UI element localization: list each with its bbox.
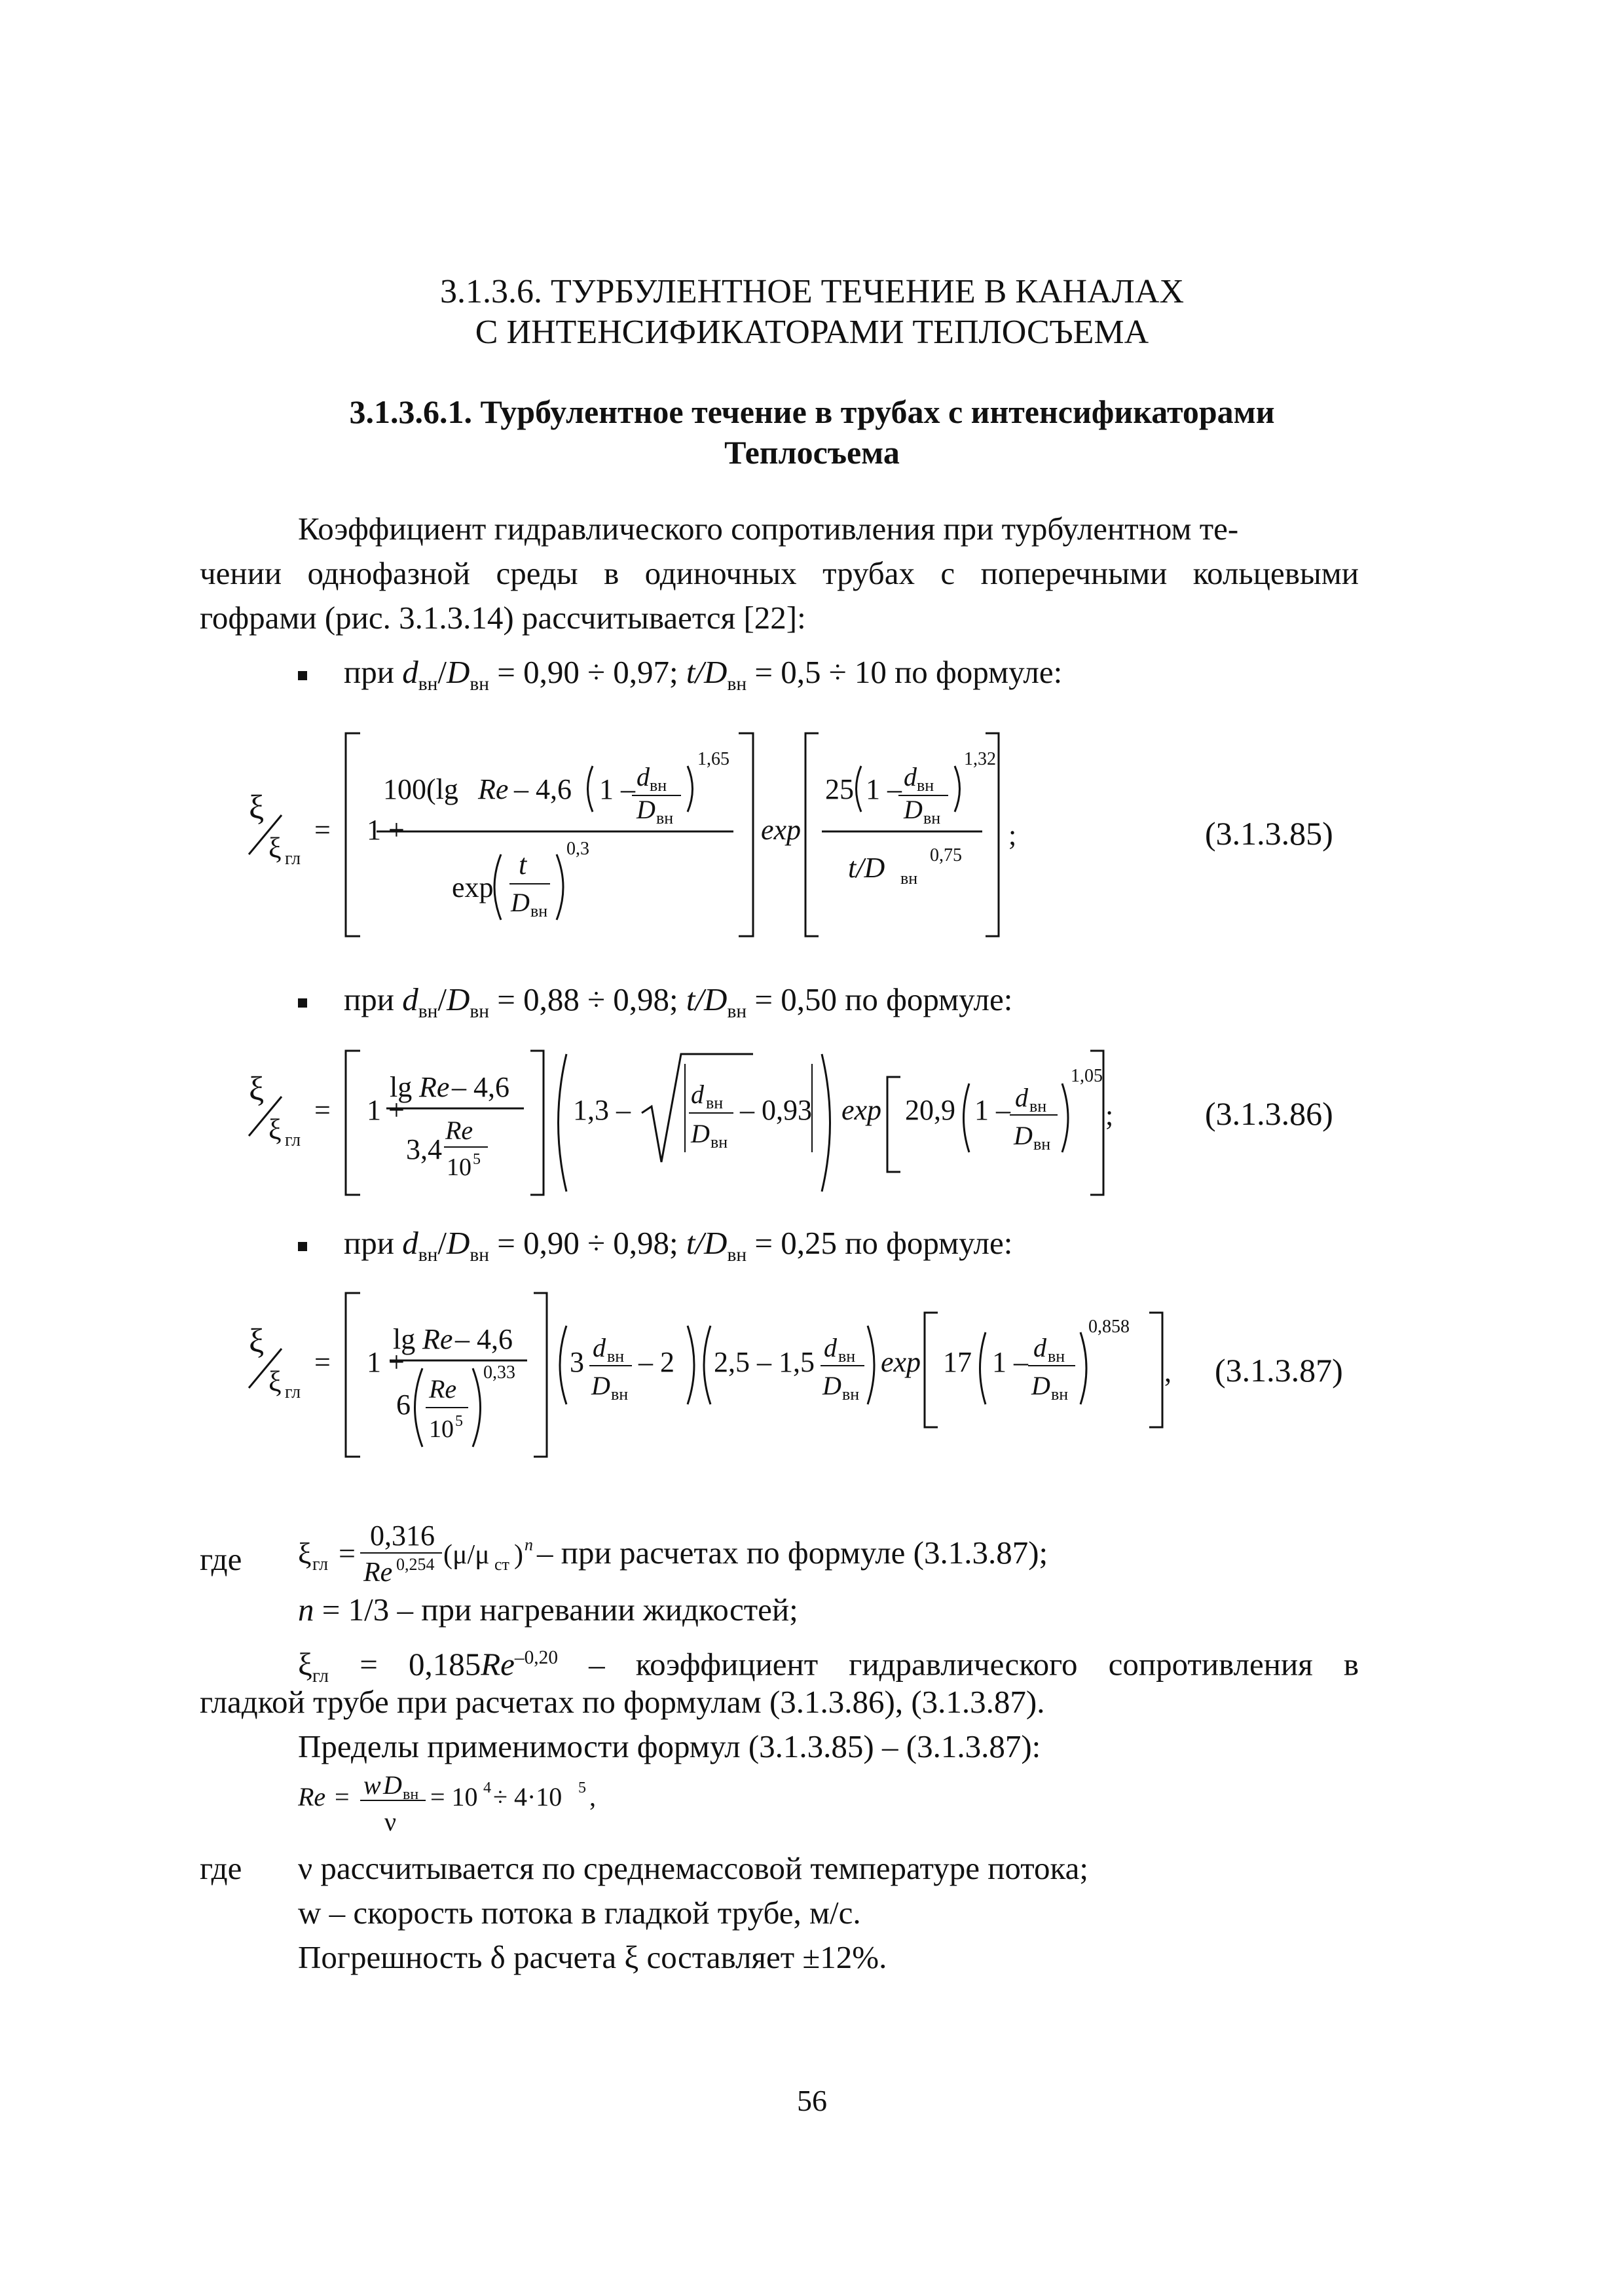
svg-text:1,05: 1,05 bbox=[1071, 1066, 1103, 1086]
xi-gl-smooth-line2: гладкой трубе при расчетах по формулам (3.1.3.86), (3.1.3.87). bbox=[200, 1684, 1045, 1720]
svg-text:1 +: 1 + bbox=[367, 814, 405, 846]
svg-text:вн: вн bbox=[611, 1385, 629, 1404]
svg-text:D: D bbox=[1014, 1121, 1033, 1150]
svg-text:;: ; bbox=[1008, 819, 1017, 851]
svg-text:10: 10 bbox=[447, 1154, 471, 1181]
svg-text:=: = bbox=[314, 814, 331, 846]
svg-text:exp: exp bbox=[881, 1346, 921, 1378]
svg-text:17: 17 bbox=[943, 1346, 972, 1378]
svg-text:1,65: 1,65 bbox=[697, 749, 729, 769]
svg-text:=: = bbox=[339, 1537, 356, 1570]
svg-text:ст: ст bbox=[494, 1555, 509, 1574]
svg-text:1 –: 1 – bbox=[866, 773, 902, 805]
where-label-2: где bbox=[200, 1850, 242, 1886]
svg-text:= 10: = 10 bbox=[430, 1782, 478, 1812]
svg-text:D: D bbox=[904, 795, 923, 824]
nu-description: ν рассчитывается по среднемассовой температуре потока; bbox=[298, 1850, 1088, 1886]
svg-text:вн: вн bbox=[917, 776, 934, 795]
svg-text:(μ/μ: (μ/μ bbox=[443, 1540, 490, 1570]
intro-line2: чении однофазной среды в одиночных трубах с поперечными кольцевыми bbox=[200, 555, 1359, 591]
svg-text:1 –: 1 – bbox=[599, 773, 635, 805]
xi-gl-smooth-definition: $\xi_{гл} = 0,185Re^{-0,20}$ – коэффициент гидравлического сопротивления в bbox=[298, 1646, 1359, 1687]
svg-text:– 2: – 2 bbox=[638, 1346, 674, 1378]
svg-text:вн: вн bbox=[1033, 1135, 1051, 1154]
bullet-dot bbox=[298, 1242, 307, 1251]
svg-text:гл: гл bbox=[285, 1382, 301, 1402]
svg-text:0,254: 0,254 bbox=[396, 1555, 435, 1574]
w-description: w – скорость потока в гладкой трубе, м/с. bbox=[298, 1895, 861, 1931]
svg-text:0,75: 0,75 bbox=[930, 845, 962, 866]
bullet-dot bbox=[298, 998, 307, 1008]
svg-text:lg: lg bbox=[390, 1071, 413, 1103]
svg-text:D: D bbox=[1031, 1371, 1050, 1400]
svg-text:– при расчетах по формуле (3.1: – при расчетах по формуле (3.1.3.87); bbox=[537, 1535, 1048, 1571]
svg-text:1,32: 1,32 bbox=[964, 749, 996, 769]
svg-text:d: d bbox=[904, 762, 917, 792]
svg-text:d: d bbox=[824, 1333, 837, 1362]
xi-symbol: ξ bbox=[249, 789, 265, 826]
equation-number: (3.1.3.87) bbox=[1215, 1352, 1343, 1389]
bullet-dot bbox=[298, 671, 307, 680]
page-number: 56 bbox=[797, 2084, 827, 2117]
svg-text:d: d bbox=[593, 1333, 606, 1362]
xi-gl-definition bbox=[298, 1506, 1378, 1584]
svg-text:4: 4 bbox=[483, 1779, 491, 1796]
svg-text:=: = bbox=[314, 1094, 331, 1126]
svg-text:t: t bbox=[519, 848, 527, 881]
svg-text:1 –: 1 – bbox=[992, 1346, 1028, 1378]
equation-3-1-3-87 bbox=[236, 1283, 1388, 1467]
svg-text:5: 5 bbox=[455, 1413, 463, 1430]
svg-text:гл: гл bbox=[312, 1554, 329, 1575]
svg-text:=: = bbox=[314, 1346, 331, 1378]
svg-text:w: w bbox=[363, 1770, 381, 1800]
bullet-2: при $d_{вн}/D_{вн} = 0,88 \div 0,98$; $t/D_{вн} = 0,50$ по формуле: bbox=[298, 981, 1012, 1023]
svg-text:– 0,93: – 0,93 bbox=[740, 1094, 812, 1126]
svg-text:÷ 4·10: ÷ 4·10 bbox=[493, 1782, 563, 1812]
svg-text:ξ: ξ bbox=[268, 1114, 282, 1146]
svg-text:6: 6 bbox=[396, 1389, 411, 1421]
svg-text:D: D bbox=[691, 1119, 710, 1148]
svg-text:вн: вн bbox=[706, 1093, 724, 1112]
svg-text:): ) bbox=[514, 1540, 523, 1570]
limits-text: Пределы применимости формул (3.1.3.85) – (3.1.3.87): bbox=[298, 1728, 1041, 1764]
svg-text:ξ: ξ bbox=[249, 1070, 265, 1108]
svg-text:lg: lg bbox=[393, 1323, 416, 1355]
svg-text:ξ: ξ bbox=[298, 1537, 312, 1570]
subsection-title-line1: 3.1.3.6.1. Турбулентное течение в трубах с интенсификаторами bbox=[349, 393, 1275, 430]
svg-text:n: n bbox=[525, 1535, 533, 1554]
section-title-line1: 3.1.3.6. ТУРБУЛЕНТНОЕ ТЕЧЕНИЕ В КАНАЛАХ bbox=[439, 273, 1185, 310]
svg-text:25: 25 bbox=[825, 773, 854, 805]
svg-text:d: d bbox=[637, 762, 650, 792]
svg-text:Re: Re bbox=[445, 1116, 473, 1145]
svg-text:Re: Re bbox=[363, 1558, 393, 1584]
svg-text:exp: exp bbox=[761, 814, 802, 846]
svg-text:5: 5 bbox=[578, 1779, 586, 1796]
svg-text:вн: вн bbox=[900, 869, 918, 888]
svg-text:1 +: 1 + bbox=[367, 1094, 405, 1126]
svg-text:3,4: 3,4 bbox=[406, 1133, 442, 1165]
bullet-1: при $d_{вн}/D_{вн} = 0,90 \div 0,97$; $t/D_{вн} = 0,5 \div 10$ по формуле: bbox=[298, 653, 1062, 695]
svg-text:D: D bbox=[383, 1770, 402, 1800]
svg-text:ξ: ξ bbox=[249, 1322, 265, 1360]
svg-text:Re: Re bbox=[422, 1323, 453, 1355]
subsection-title-line2: Теплосъема bbox=[724, 434, 900, 471]
svg-text:вн: вн bbox=[710, 1133, 728, 1152]
n-definition: n = 1/3 – при нагревании жидкостей; bbox=[298, 1592, 798, 1628]
section-title-line2: С ИНТЕНСИФИКАТОРАМИ ТЕПЛОСЪЕМА bbox=[475, 314, 1149, 351]
svg-text:вн: вн bbox=[656, 809, 674, 828]
equation-number: (3.1.3.85) bbox=[1205, 815, 1333, 852]
svg-text:=: = bbox=[335, 1782, 350, 1812]
svg-text:вн: вн bbox=[650, 776, 667, 795]
where-label: где bbox=[200, 1541, 242, 1577]
svg-text:вн: вн bbox=[1051, 1385, 1069, 1404]
intro-line1: Коэффициент гидравлического сопротивления при турбулентном те- bbox=[298, 511, 1239, 547]
svg-text:вн: вн bbox=[1048, 1347, 1065, 1366]
intro-line3: гофрами (рис. 3.1.3.14) рассчитывается [22]: bbox=[200, 600, 806, 636]
svg-text:ν: ν bbox=[384, 1807, 397, 1836]
svg-text:вн: вн bbox=[838, 1347, 856, 1366]
svg-text:100(lg: 100(lg bbox=[383, 773, 458, 805]
svg-text:0,858: 0,858 bbox=[1088, 1317, 1130, 1337]
equation-3-1-3-86 bbox=[236, 1041, 1388, 1205]
svg-text:вн: вн bbox=[923, 809, 941, 828]
svg-text:10: 10 bbox=[429, 1415, 454, 1443]
svg-text:d: d bbox=[691, 1080, 704, 1109]
svg-text:ξ: ξ bbox=[268, 832, 282, 864]
svg-text:вн: вн bbox=[403, 1786, 419, 1803]
svg-text:;: ; bbox=[1105, 1099, 1114, 1131]
svg-text:вн: вн bbox=[607, 1347, 625, 1366]
bullet-3: при $d_{вн}/D_{вн} = 0,90 \div 0,98$; $t/D_{вн} = 0,25$ по формуле: bbox=[298, 1224, 1012, 1266]
svg-text:Re: Re bbox=[429, 1374, 457, 1404]
svg-text:t/D: t/D bbox=[848, 852, 885, 884]
svg-text:2,5 – 1,5: 2,5 – 1,5 bbox=[714, 1346, 815, 1378]
svg-text:D: D bbox=[591, 1371, 610, 1400]
svg-text:5: 5 bbox=[473, 1151, 481, 1168]
svg-text:0,316: 0,316 bbox=[370, 1520, 435, 1552]
error-statement: Погрешность δ расчета ξ составляет ±12%. bbox=[298, 1939, 887, 1975]
re-definition bbox=[298, 1766, 756, 1838]
svg-text:1,3 –: 1,3 – bbox=[573, 1094, 631, 1126]
svg-text:вн: вн bbox=[530, 902, 548, 920]
svg-text:– 4,6: – 4,6 bbox=[452, 1071, 509, 1103]
svg-text:,: , bbox=[1164, 1356, 1172, 1388]
svg-text:вн: вн bbox=[842, 1385, 860, 1404]
svg-text:,: , bbox=[589, 1782, 596, 1812]
svg-text:d: d bbox=[1015, 1083, 1028, 1112]
svg-text:d: d bbox=[1033, 1333, 1046, 1362]
svg-text:ξ: ξ bbox=[268, 1366, 282, 1398]
svg-text:1 +: 1 + bbox=[367, 1346, 405, 1378]
svg-text:Re: Re bbox=[419, 1071, 450, 1103]
svg-text:– 4,6: – 4,6 bbox=[455, 1323, 513, 1355]
svg-text:1 –: 1 – bbox=[974, 1094, 1010, 1126]
svg-text:вн: вн bbox=[1029, 1097, 1047, 1116]
svg-text:exp: exp bbox=[452, 871, 494, 903]
equation-3-1-3-85 bbox=[236, 720, 1388, 943]
svg-text:20,9: 20,9 bbox=[905, 1094, 955, 1126]
svg-text:Re: Re bbox=[478, 773, 509, 805]
svg-text:гл: гл bbox=[285, 1130, 301, 1150]
svg-text:0,3: 0,3 bbox=[566, 839, 589, 859]
svg-text:гл: гл bbox=[285, 848, 301, 869]
svg-text:D: D bbox=[511, 888, 530, 917]
svg-text:D: D bbox=[637, 795, 655, 824]
svg-text:3: 3 bbox=[570, 1346, 584, 1378]
equation-number: (3.1.3.86) bbox=[1205, 1095, 1333, 1132]
svg-text:D: D bbox=[822, 1371, 841, 1400]
svg-text:exp: exp bbox=[841, 1094, 882, 1126]
svg-text:– 4,6: – 4,6 bbox=[514, 773, 572, 805]
svg-text:Re: Re bbox=[298, 1782, 326, 1812]
svg-text:0,33: 0,33 bbox=[483, 1362, 515, 1383]
